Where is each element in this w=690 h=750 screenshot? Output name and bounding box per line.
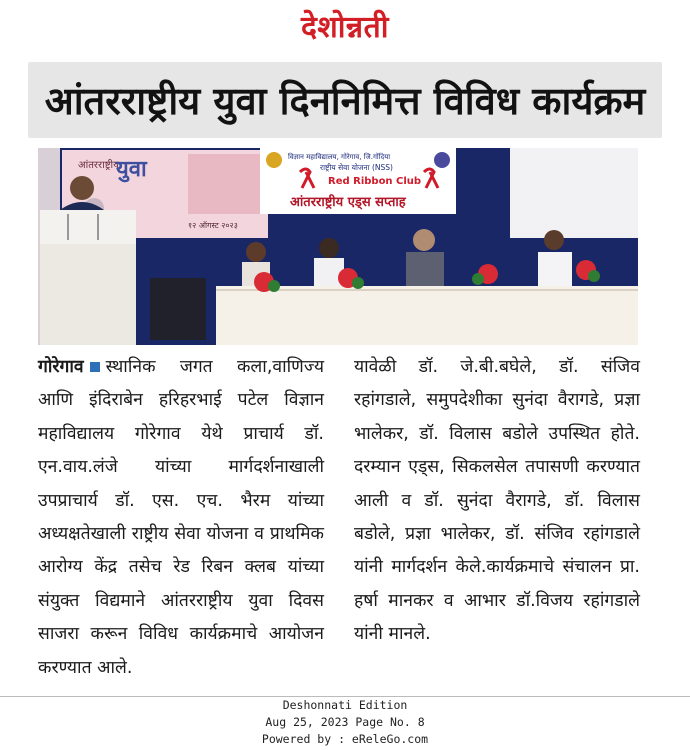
page-cut [0,684,690,696]
footer-date-page: Aug 25, 2023 Page No. 8 [265,715,425,729]
banner-left-line3: १२ ऑगस्ट २०२३ [188,221,238,230]
masthead-logo: देशोन्नती [300,10,390,45]
event-photo [38,148,638,345]
headline: आंतरराष्ट्रीय युवा दिननिमित्त विविध कार्यक्रम [28,62,662,138]
banner-left-line2: युवा [116,157,147,182]
footer-edition: Deshonnati Edition [282,698,408,712]
projector-screen [510,148,638,238]
footer [0,696,690,750]
banner-right-line2: राष्ट्रीय सेवा योजना (NSS) [320,163,393,172]
article-text-right: यावेळी डॉ. जे.बी.बघेले, डॉ. संजिव रहांगडाले, समुपदेशीका सुनंदा वैरागडे, प्रज्ञा भालेकर, डॉ. विलास बडोले उपस्थित होते. दरम्यान एड्स, सिकलसेल तपासणी करण्यात आली व डॉ. सुनंदा वैरागडे, डॉ. विलास बडोले, प्रज्ञा भालेकर, डॉ. संजिव रहांगडाले यांनी मार्गदर्शन केले.कार्यक्रमाचे संचालन प्रा. हर्षा मानकर व आभार डॉ.विजय रहांगडाले यांनी मानले. [354,357,640,645]
dateline: गोरेगाव [38,357,84,377]
footer-powered: Powered by : eReleGo.com [261,732,429,746]
banner-right-line3: Red Ribbon Club [328,176,422,187]
bullet-square-icon [90,362,100,372]
banner-right-line4: आंतरराष्ट्रीय एड्स सप्ताह [290,195,406,210]
banner-left-line1: आंतरराष्ट्रीय [78,160,119,171]
article-text-left: स्थानिक जगत कला,वाणिज्य आणि इंदिराबेन हरिहरभाई पटेल विज्ञान महाविद्यालय गोरेगाव येथे प्राचार्य डॉ. एन.वाय.लंजे यांच्या मार्गदर्शनाखाली उपप्राचार्य डॉ. एस. एच. भैरम यांच्या अध्यक्षतेखाली राष्ट्रीय सेवा योजना व प्राथमिक आरोग्य केंद्र तसेच रेड रिबन क्लब यांच्या संयुक्त विद्यमाने आंतरराष्ट्रीय युवा दिवस साजरा करून विविध कार्यक्रमाचे आयोजन करण्यात आले. [38,357,324,678]
article-column-right [354,351,640,652]
banner-right [260,148,456,214]
banner-right-line1: विज्ञान महाविद्यालय, गोरेगाव, जि.गोंदिया [288,153,391,161]
podium [40,210,136,345]
chair [150,278,206,340]
stage-table [216,286,638,345]
article-column-left [38,351,324,685]
